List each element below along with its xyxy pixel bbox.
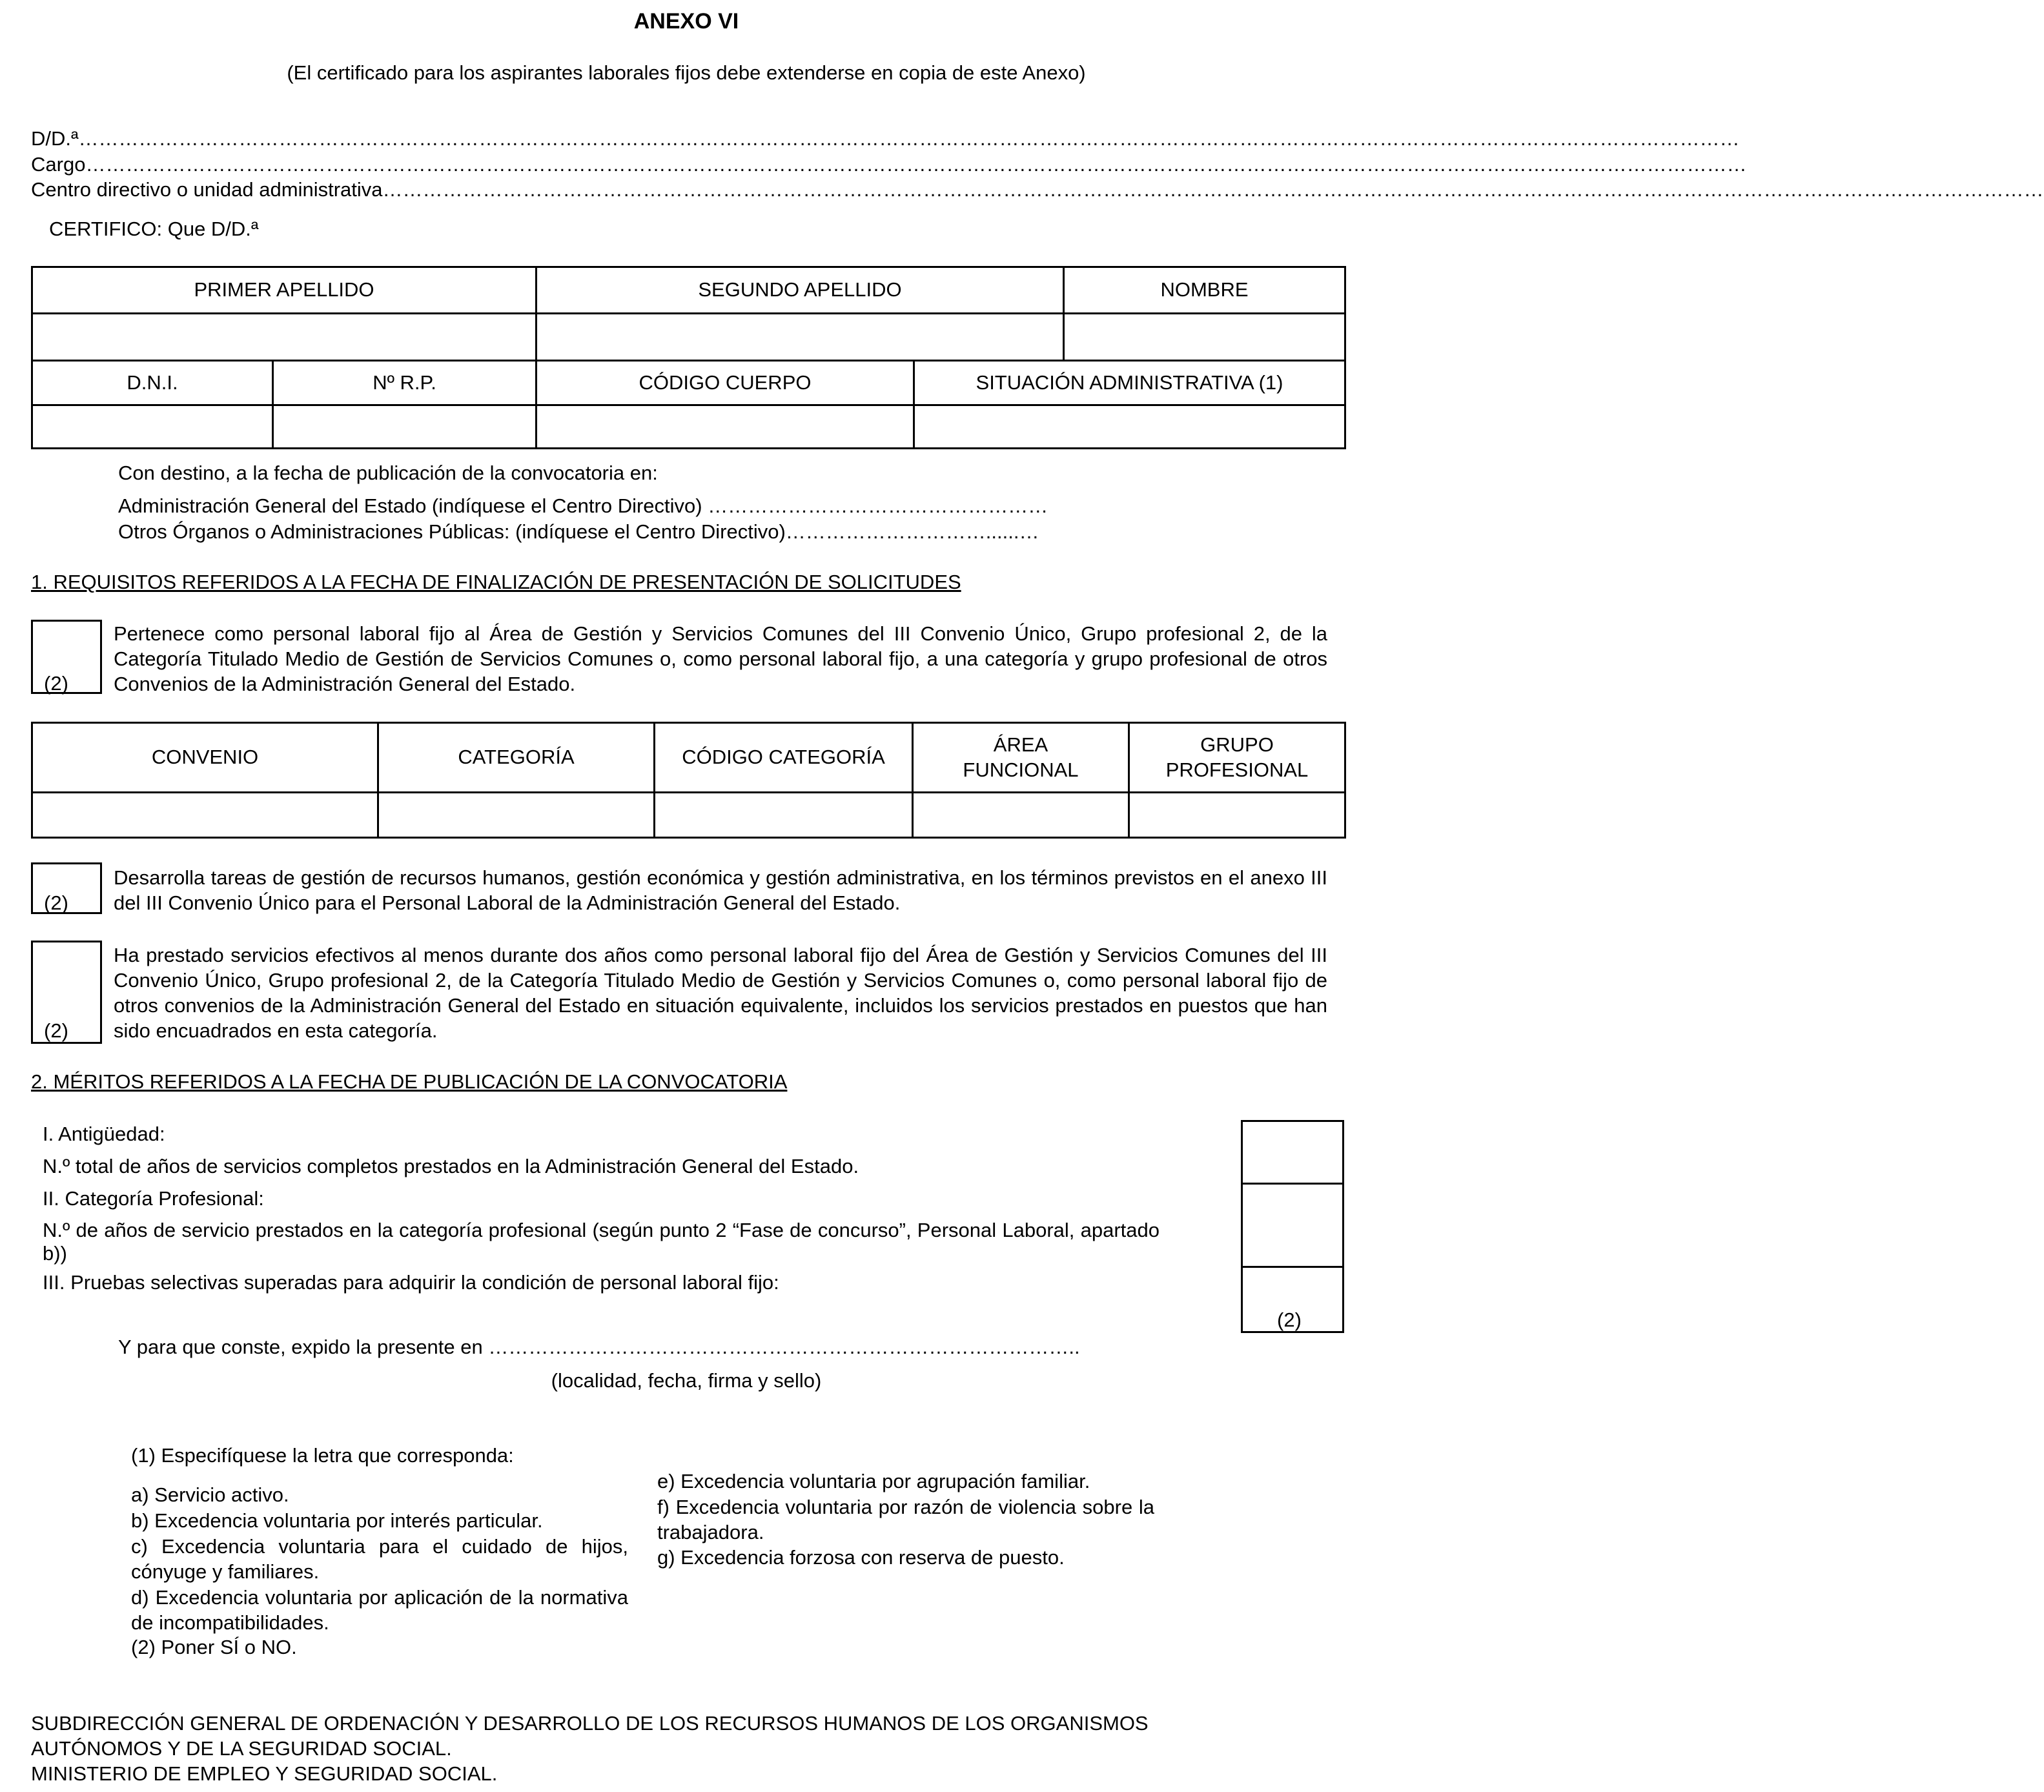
req3-box-label: (2) bbox=[44, 1019, 68, 1042]
header-convenio: CONVENIO bbox=[32, 723, 378, 793]
header-segundo-apellido: SEGUNDO APELLIDO bbox=[537, 268, 1065, 312]
input-dni[interactable] bbox=[32, 405, 273, 449]
header-categoria: CATEGORÍA bbox=[378, 723, 655, 793]
input-grupo-profesional[interactable] bbox=[1129, 793, 1345, 838]
antiguedad-box[interactable] bbox=[1241, 1120, 1344, 1185]
field-centro-label: Centro directivo o unidad administrativa bbox=[31, 178, 383, 201]
req2-box-label: (2) bbox=[44, 891, 68, 914]
categoria-desc: N.º de años de servicio prestados en la categoría profesional (según punto 2 “Fase de concurso”, Personal Laboral, apartado b)) bbox=[43, 1219, 1160, 1265]
header-nrp: Nº R.P. bbox=[273, 361, 537, 405]
note-f: f) Excedencia voluntaria por razón de violencia sobre la trabajadora. bbox=[657, 1496, 1154, 1543]
note-g: g) Excedencia forzosa con reserva de puesto. bbox=[657, 1546, 1065, 1569]
footer-ministerio: MINISTERIO DE EMPLEO Y SEGURIDAD SOCIAL. bbox=[31, 1762, 498, 1785]
header-area-funcional: ÁREA FUNCIONAL bbox=[913, 723, 1129, 793]
page-subtitle: (El certificado para los aspirantes laborales fijos debe extenderse en copia de este Anexo) bbox=[287, 61, 1086, 84]
header-group-right bbox=[537, 267, 1345, 314]
req2-text: Desarrolla tareas de gestión de recursos humanos, gestión económica y gestión administrativa, en los términos previstos en el anexo III del III Convenio Único para el Personal Laboral de la Administración General del Estado. bbox=[114, 866, 1327, 914]
input-categoria[interactable] bbox=[378, 793, 655, 838]
input-convenio[interactable] bbox=[32, 793, 378, 838]
header-dni: D.N.I. bbox=[32, 361, 273, 405]
expido-label: Y para que conste, expido la presente en bbox=[118, 1336, 483, 1358]
input-group-right bbox=[537, 314, 1345, 361]
expido-line[interactable] bbox=[118, 1335, 1080, 1360]
field-dd[interactable] bbox=[31, 127, 1740, 152]
categoria-label: II. Categoría Profesional: bbox=[43, 1187, 264, 1210]
merit-box-label: (2) bbox=[1277, 1308, 1302, 1331]
input-nombre[interactable] bbox=[1065, 314, 1344, 360]
note-b: b) Excedencia voluntaria por interés particular. bbox=[131, 1509, 543, 1532]
pruebas-label: III. Pruebas selectivas superadas para adquirir la condición de personal laboral fijo: bbox=[43, 1271, 779, 1294]
note-2: (2) Poner SÍ o NO. bbox=[131, 1636, 297, 1658]
dotted-fill: …………………………......… bbox=[785, 520, 1039, 543]
field-cargo[interactable] bbox=[31, 152, 1747, 178]
dotted-fill: …………………………………………………………………………….. bbox=[482, 1336, 1080, 1358]
antiguedad-label: I. Antigüedad: bbox=[43, 1123, 165, 1145]
dotted-fill: …………………………………………………………………………………………………………………………………………………………………………………………………………………………… bbox=[78, 127, 1740, 150]
personal-data-table bbox=[31, 266, 1346, 449]
destino-otros[interactable] bbox=[118, 520, 1039, 545]
page-title: ANEXO VI bbox=[633, 9, 739, 34]
destino-age-label: Administración General del Estado (indíquese el Centro Directivo) bbox=[118, 494, 702, 517]
note-d: d) Excedencia voluntaria por aplicación de la normativa de incompatibilidades. bbox=[131, 1586, 628, 1634]
header-grupo-profesional: GRUPO PROFESIONAL bbox=[1129, 723, 1345, 793]
note-a: a) Servicio activo. bbox=[131, 1483, 289, 1506]
convenio-table bbox=[31, 722, 1346, 839]
note-e: e) Excedencia voluntaria por agrupación familiar. bbox=[657, 1470, 1090, 1492]
input-situacion-administrativa[interactable] bbox=[914, 405, 1345, 449]
certifico-text: CERTIFICO: Que D/D.ª bbox=[49, 218, 259, 240]
header-codigo-cuerpo: CÓDIGO CUERPO bbox=[537, 361, 914, 405]
section-1-heading: 1. REQUISITOS REFERIDOS A LA FECHA DE FINALIZACIÓN DE PRESENTACIÓN DE SOLICITUDES bbox=[31, 571, 961, 593]
header-nombre: NOMBRE bbox=[1160, 278, 1249, 301]
field-cargo-label: Cargo bbox=[31, 153, 86, 176]
footer-subdireccion: SUBDIRECCIÓN GENERAL DE ORDENACIÓN Y DESARROLLO DE LOS RECURSOS HUMANOS DE LOS ORGANISMOS AUTÓNOMOS Y DE LA SEGURIDAD SOCIAL. bbox=[31, 1712, 1149, 1760]
destino-otros-label: Otros Órganos o Administraciones Públicas: (indíquese el Centro Directivo) bbox=[118, 520, 786, 543]
input-codigo-cuerpo[interactable] bbox=[537, 405, 914, 449]
note-c: c) Excedencia voluntaria para el cuidado de hijos, cónyuge y familiares. bbox=[131, 1535, 628, 1583]
input-codigo-categoria[interactable] bbox=[655, 793, 913, 838]
dotted-fill: …………………………………………………………………………………………………………………………………………………………………………………………………………………………… bbox=[382, 178, 2044, 201]
header-situacion-administrativa: SITUACIÓN ADMINISTRATIVA (1) bbox=[914, 361, 1345, 405]
req1-box-label: (2) bbox=[44, 672, 68, 695]
header-primer-apellido: PRIMER APELLIDO bbox=[32, 267, 537, 314]
destino-intro: Con destino, a la fecha de publicación de la convocatoria en: bbox=[118, 462, 658, 484]
req3-text: Ha prestado servicios efectivos al menos durante dos años como personal laboral fijo del Área de Gestión y Servicios Comunes del III Convenio Único, Grupo profesional 2, de la Categoría Titulado Medio de Gestión y Servicios Comunes o, como personal laboral fijo de otros convenios de la Administración General del Estado en situación equivalente, incluidos los servicios prestados en puestos que han sido encuadrados en esta categoría. bbox=[114, 944, 1327, 1042]
input-nrp[interactable] bbox=[273, 405, 537, 449]
note-1: (1) Especifíquese la letra que corresponda: bbox=[131, 1444, 514, 1467]
localidad-caption: (localidad, fecha, firma y sello) bbox=[551, 1369, 822, 1392]
input-segundo-apellido[interactable] bbox=[537, 314, 1065, 360]
req1-text: Pertenece como personal laboral fijo al Área de Gestión y Servicios Comunes del III Convenio Único, Grupo profesional 2, de la Categoría Titulado Medio de Gestión de Servicios Comunes o, como personal laboral fijo, a una categoría y grupo profesional de otros Convenios de la Administración General del Estado. bbox=[114, 622, 1327, 695]
input-primer-apellido[interactable] bbox=[32, 314, 537, 361]
categoria-box[interactable] bbox=[1241, 1183, 1344, 1268]
input-area-funcional[interactable] bbox=[913, 793, 1129, 838]
header-codigo-categoria: CÓDIGO CATEGORÍA bbox=[655, 723, 913, 793]
antiguedad-desc: N.º total de años de servicios completos prestados en la Administración General del Estado. bbox=[43, 1155, 859, 1177]
dotted-fill: …………………………………………… bbox=[702, 494, 1048, 517]
field-dd-label: D/D.ª bbox=[31, 127, 79, 150]
section-2-heading: 2. MÉRITOS REFERIDOS A LA FECHA DE PUBLICACIÓN DE LA CONVOCATORIA bbox=[31, 1070, 788, 1093]
field-centro[interactable] bbox=[31, 178, 2044, 203]
destino-age[interactable] bbox=[118, 494, 1048, 519]
dotted-fill: …………………………………………………………………………………………………………………………………………………………………………………………………………………………… bbox=[85, 153, 1747, 176]
